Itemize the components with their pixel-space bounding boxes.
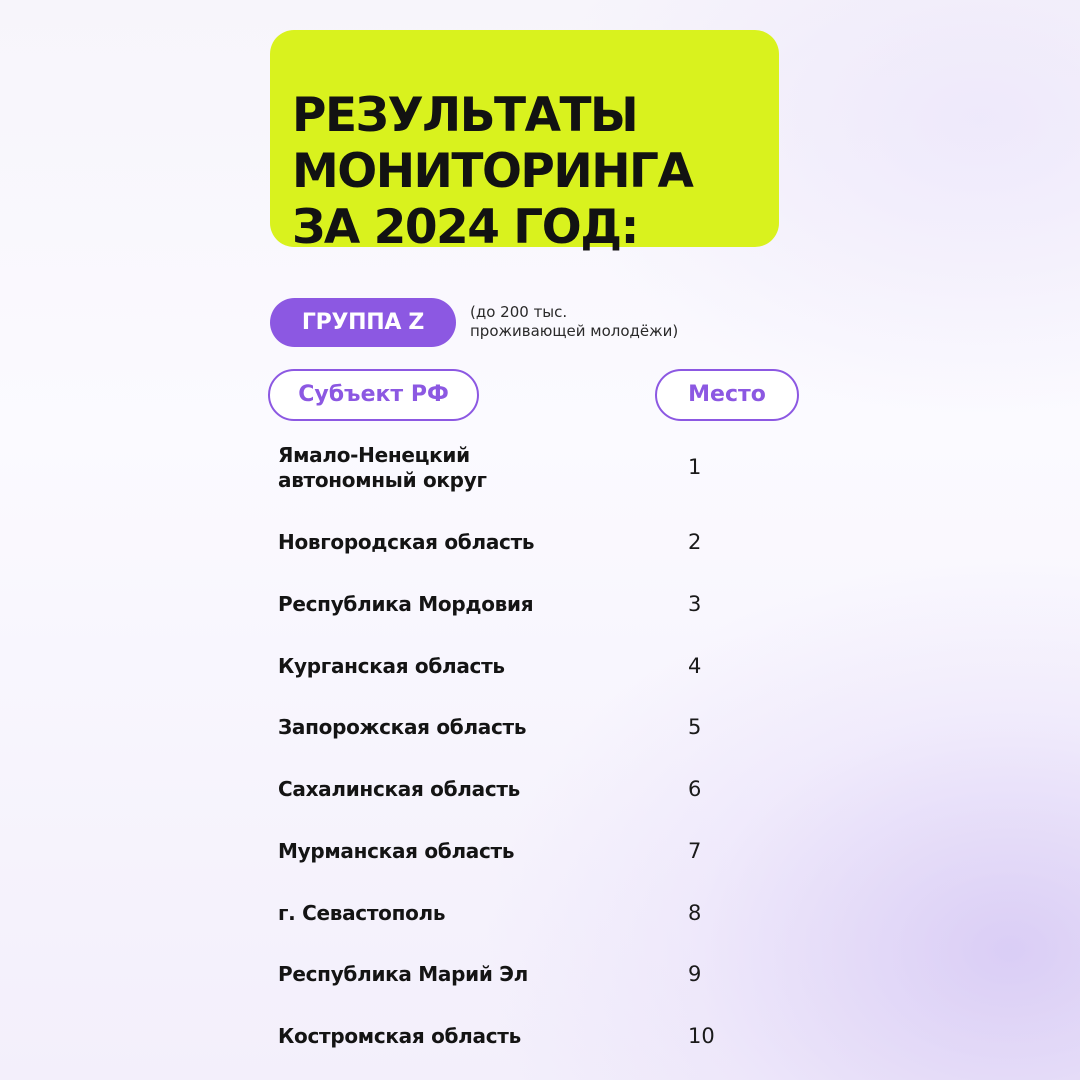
table-row [278, 962, 798, 1002]
table-row [278, 530, 798, 570]
group-note-line-2: проживающей молодёжи) [470, 322, 679, 340]
table-row [278, 901, 798, 941]
table-row [278, 592, 798, 632]
subject-name-line: Ямало-Ненецкий [278, 443, 470, 467]
subject-name-line: Республика Марий Эл [278, 962, 528, 986]
subject-name [278, 962, 528, 987]
page-title-line-3: ЗА 2024 ГОД: [292, 200, 638, 255]
subject-name [278, 839, 514, 864]
place-value: 1 [688, 455, 702, 479]
subject-name-line: автономный округ [278, 468, 487, 492]
subject-name [278, 715, 526, 740]
page-title-line-1: РЕЗУЛЬТАТЫ [292, 88, 638, 143]
table-row [278, 715, 798, 755]
subject-name-line: г. Севастополь [278, 901, 446, 925]
place-value: 10 [688, 1024, 715, 1048]
subject-name-line: Республика Мордовия [278, 592, 534, 616]
subject-name-line: Новгородская область [278, 530, 535, 554]
subject-name-line: Запорожская область [278, 715, 527, 739]
group-note-line-1: (до 200 тыс. [470, 303, 568, 321]
subject-name-line: Сахалинская область [278, 777, 521, 801]
subject-name [278, 1024, 521, 1049]
place-value: 2 [688, 530, 702, 554]
subject-name [278, 901, 445, 926]
place-value: 7 [688, 839, 702, 863]
place-value: 9 [688, 962, 702, 986]
subject-name [278, 443, 487, 493]
place-value: 5 [688, 715, 702, 739]
subject-name [278, 530, 534, 555]
place-value: 6 [688, 777, 702, 801]
subject-name [278, 654, 505, 679]
subject-name-line: Костромская область [278, 1024, 521, 1048]
page-title-line-2: МОНИТОРИНГА [292, 144, 693, 199]
place-value: 4 [688, 654, 702, 678]
place-value: 3 [688, 592, 702, 616]
group-badge: ГРУППА Z [270, 298, 456, 347]
subject-name-line: Курганская область [278, 654, 505, 678]
place-value: 8 [688, 901, 702, 925]
column-header-subject: Субъект РФ [268, 369, 479, 421]
table-row [278, 443, 798, 492]
table-row [278, 654, 798, 694]
subject-name [278, 592, 533, 617]
table-row [278, 839, 798, 879]
table-row [278, 1024, 798, 1064]
column-header-place: Место [655, 369, 799, 421]
subject-name [278, 777, 520, 802]
subject-name-line: Мурманская область [278, 839, 515, 863]
table-row [278, 777, 798, 817]
